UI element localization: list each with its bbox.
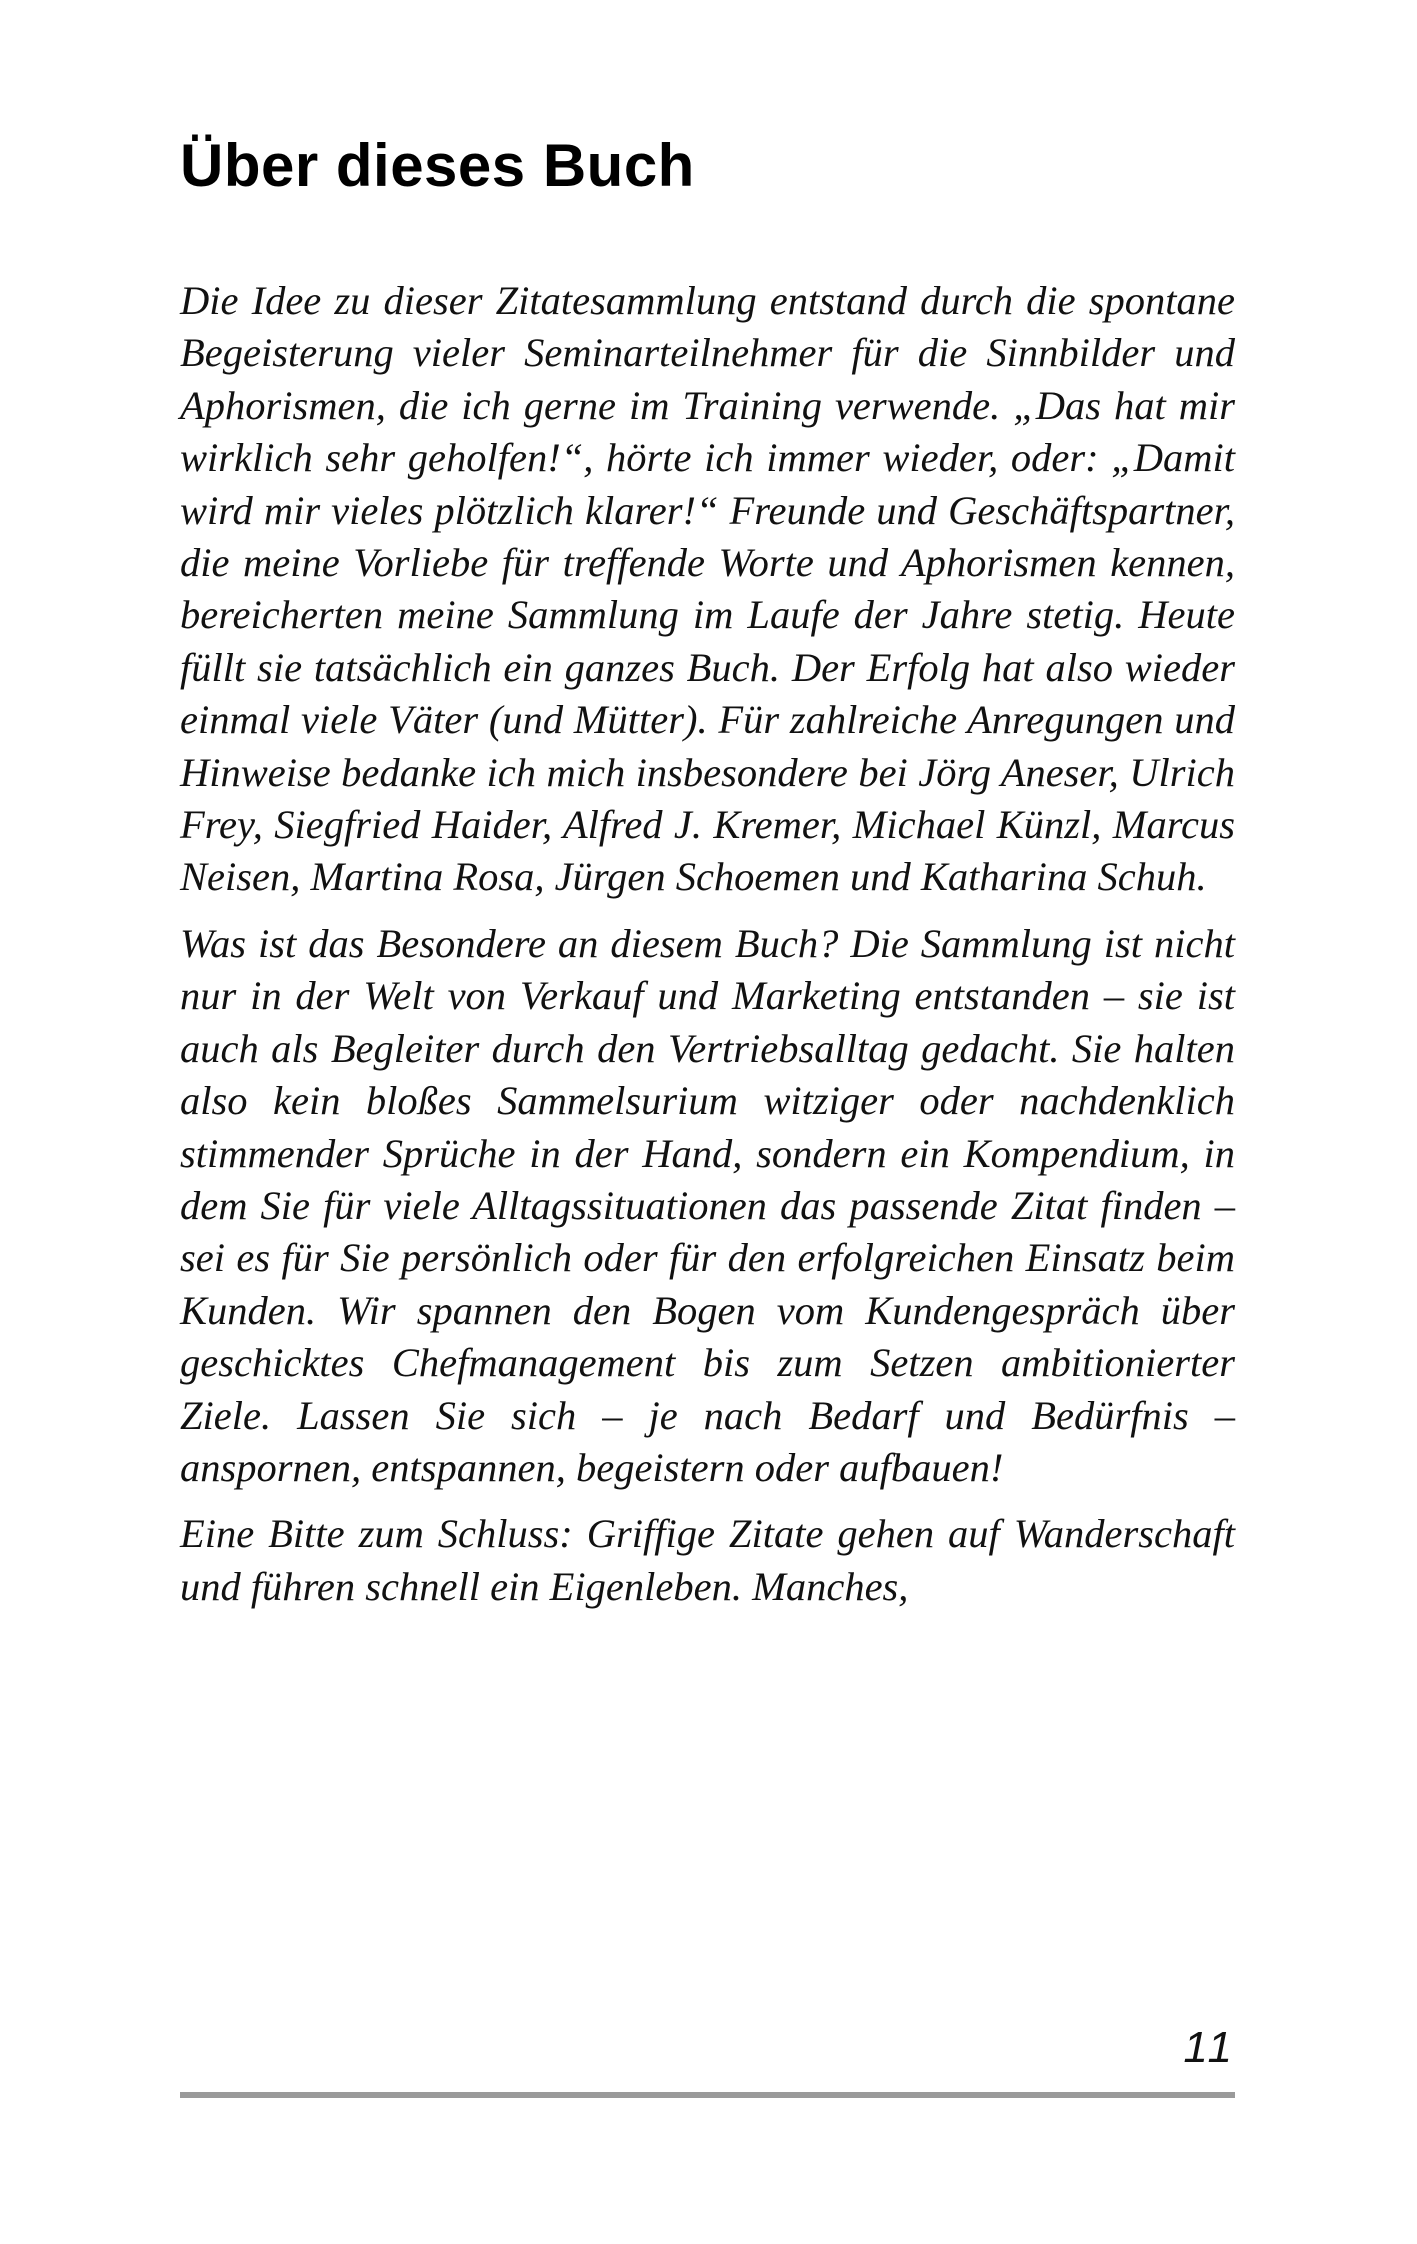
body-text bbox=[180, 275, 1235, 1627]
footer-divider bbox=[180, 2092, 1235, 2098]
paragraph-acknowledgements: Die Idee zu dieser Zitatesammlung entstand durch die spontane Begeisterung vieler Seminarteilnehmer für die Sinnbilder und Aphorismen, die ich gerne im Training verwende. „Das hat mir wirklich sehr geholfen!“, hörte ich immer wieder, oder: „Damit wird mir vieles plötzlich klarer!“ Freunde und Geschäftspartner, die meine Vorliebe für treffende Worte und Aphorismen kennen, bereicherten meine Sammlung im Laufe der Jahre stetig. Heute füllt sie tatsächlich ein ganzes Buch. Der Erfolg hat also wieder einmal viele Väter (und Mütter). Für zahlreiche Anregungen und Hinweise bedanke ich mich insbesondere bei Jörg Aneser, Ulrich Frey, Siegfried Haider, Alfred J. Kremer, Michael Künzl, Marcus Neisen, Martina Rosa, Jürgen Schoemen und Katharina Schuh. bbox=[180, 278, 1235, 900]
book-page bbox=[180, 0, 1235, 2244]
page-heading: Über dieses Buch bbox=[180, 132, 695, 199]
paragraph-purpose: Was ist das Besondere an diesem Buch? Die Sammlung ist nicht nur in der Welt von Verkauf und Marketing entstanden – sie ist auch als Begleiter durch den Vertriebsalltag gedacht. Sie halten also kein bloßes Sammelsurium witziger oder nachdenklich stimmender Sprüche in der Hand, sondern ein Kompendium, in dem Sie für viele Alltagssituationen das passende Zitat finden – sei es für Sie persönlich oder für den erfolgreichen Einsatz beim Kunden. Wir spannen den Bogen vom Kundengespräch über geschicktes Chefmanagement bis zum Setzen ambitionierter Ziele. Lassen Sie sich – je nach Bedarf und Bedürfnis – anspornen, entspannen, begeistern oder aufbauen! bbox=[180, 920, 1235, 1490]
page-number: 11 bbox=[1183, 2023, 1235, 2072]
paragraph-closing-request: Eine Bitte zum Schluss: Griffige Zitate gehen auf Wanderschaft und führen schnell ein Eigenleben. Manches, bbox=[180, 1511, 1235, 1609]
